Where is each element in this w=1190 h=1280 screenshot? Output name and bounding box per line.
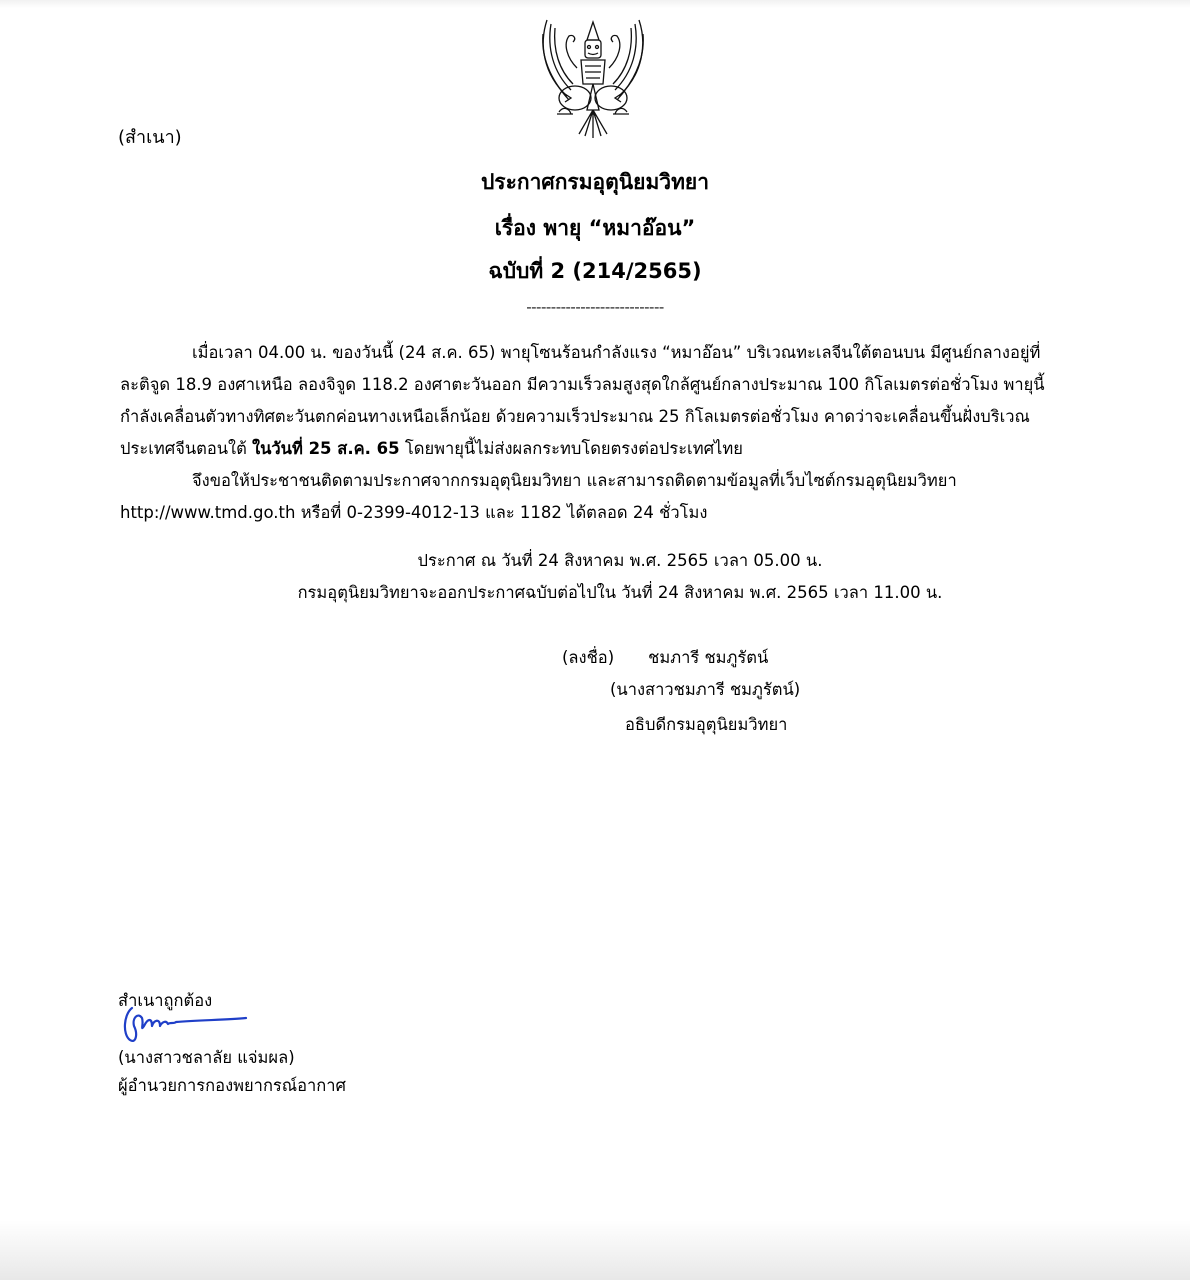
impact-statement: โดยพายุนี้ไม่ส่งผลกระทบโดยตรงต่อประเทศไทย (399, 439, 743, 458)
paragraph-1-line-1: เมื่อเวลา 04.00 น. ของวันนี้ (24 ส.ค. 65) พายุโซนร้อนกำลังแรง “หมาอ๊อน” บริเวณทะเลจีนใต้ตอนบน มีศูนย์กลางอยู่ที่ (192, 343, 1041, 362)
signed-label: (ลงชื่อ) (562, 648, 615, 667)
separator-line: ---------------------------- (526, 298, 664, 316)
document-title: ประกาศกรมอุตุนิยมวิทยา (480, 170, 710, 194)
paragraph-1-line-2: ละติจูด 18.9 องศาเหนือ ลองจิจูด 118.2 องศาตะวันออก มีความเร็วลมสูงสุดใกล้ศูนย์กลางประมาณ 100 กิโลเมตรต่อชั่วโมง พายุนี้ (120, 375, 1045, 394)
paragraph-2-line-1: จึงขอให้ประชาชนติดตามประกาศจากกรมอุตุนิยมวิทยา และสามารถติดตามข้อมูลที่เว็บไซต์กรมอุตุนิยมวิทยา (192, 471, 957, 490)
certifier-name: (นางสาวชลาลัย แจ่มผล) (118, 1048, 295, 1067)
paragraph-1-line-3: กำลังเคลื่อนตัวทางทิศตะวันตกค่อนทางเหนือเล็กน้อย ด้วยความเร็วประมาณ 25 กิโลเมตรต่อชั่วโมง คาดว่าจะเคลื่อนขึ้นฝั่งบริเวณ (120, 407, 1030, 426)
paragraph-2-line-2 (120, 500, 707, 526)
document-subject: เรื่อง พายุ “หมาอ๊อน” (494, 216, 696, 240)
garuda-emblem-icon (533, 14, 653, 142)
handwritten-signature-icon (118, 1004, 253, 1046)
landfall-date-bold: ในวันที่ 25 ส.ค. 65 (252, 439, 400, 458)
copy-label: (สำเนา) (118, 127, 182, 148)
document-issue-number: ฉบับที่ 2 (214/2565) (488, 259, 702, 283)
signed-line (562, 645, 768, 671)
page-bottom-fade (0, 1220, 1190, 1280)
signatory-position: อธิบดีกรมอุตุนิยมวิทยา (625, 715, 788, 734)
contact-phone-text: หรือที่ 0-2399-4012-13 และ 1182 ได้ตลอด 24 ชั่วโมง (295, 503, 708, 522)
page-top-shadow (0, 0, 1190, 8)
signed-name: ชมภารี ชมภูรัตน์ (648, 648, 769, 667)
certified-copy-label: สำเนาถูกต้อง (118, 991, 213, 1010)
next-issue-notice: กรมอุตุนิยมวิทยาจะออกประกาศฉบับต่อไปใน วันที่ 24 สิงหาคม พ.ศ. 2565 เวลา 11.00 น. (297, 583, 943, 602)
announcement-date: ประกาศ ณ วันที่ 24 สิงหาคม พ.ศ. 2565 เวลา 05.00 น. (417, 551, 823, 570)
certifier-position: ผู้อำนวยการกองพยากรณ์อากาศ (118, 1076, 347, 1095)
signatory-full-name: (นางสาวชมภารี ชมภูรัตน์) (610, 680, 801, 699)
tmd-website-link[interactable]: http://www.tmd.go.th (120, 503, 296, 522)
paragraph-1-line-4 (120, 436, 743, 462)
landfall-location-text: ประเทศจีนตอนใต้ (120, 439, 253, 458)
